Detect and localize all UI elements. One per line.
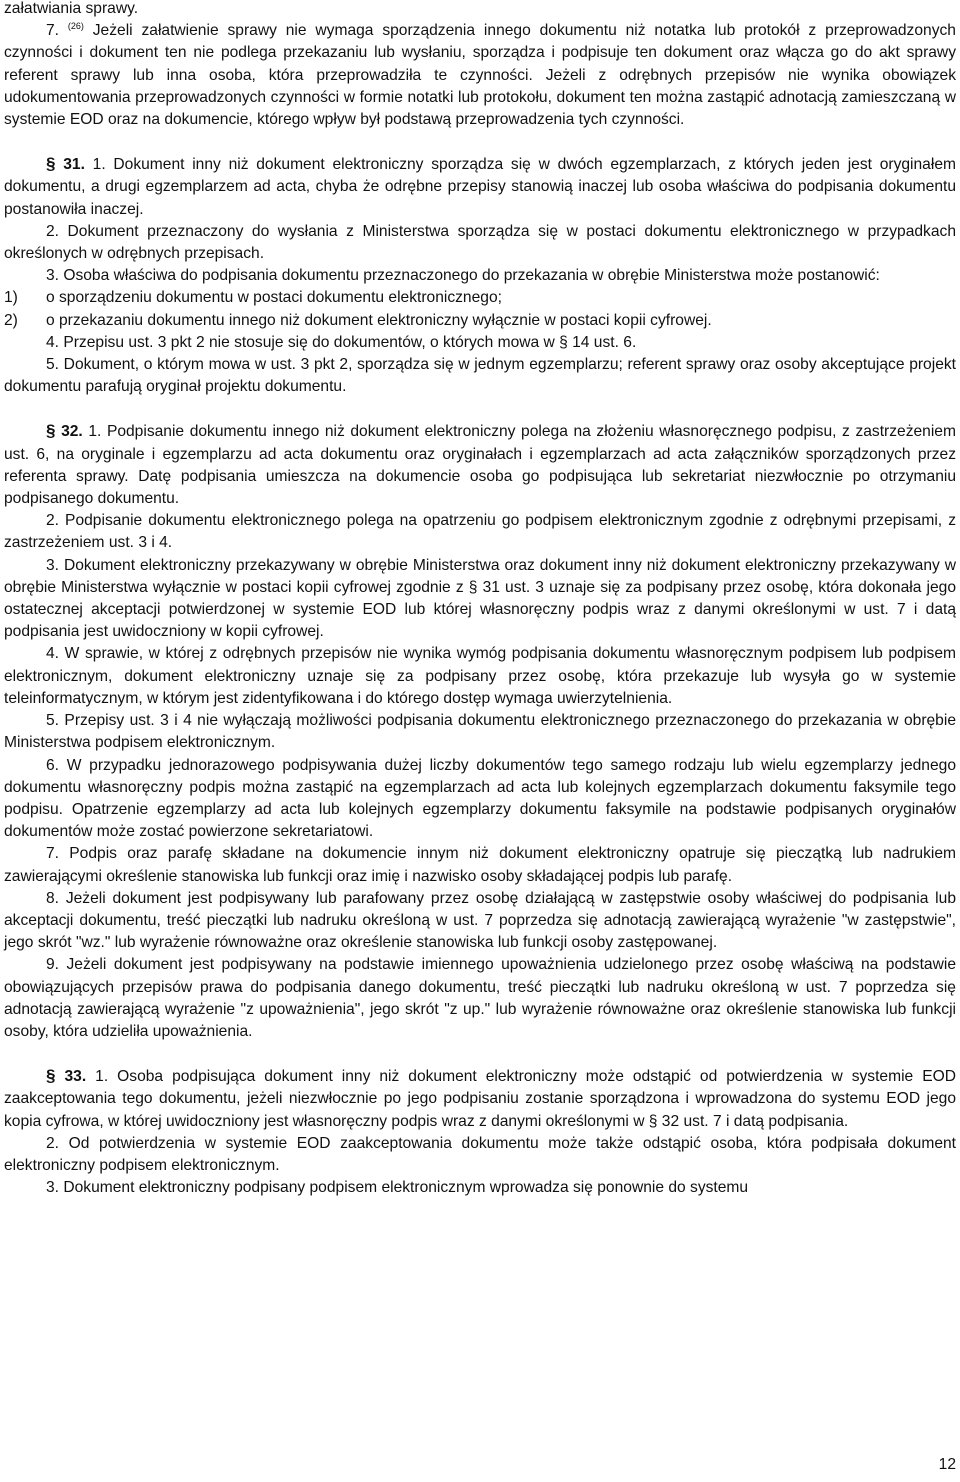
section-32-number: 32. xyxy=(61,423,83,441)
page-number: 12 xyxy=(938,1456,956,1473)
list-item-number: 2) xyxy=(4,311,18,329)
s32-paragraph-9: 9. Jeżeli dokument jest podpisywany na podstawie imiennego upoważnienia udzielonego przez osobę właściwą na podstawie obowiązujących przepisów prawa do podpisania danego dokumentu, treść pieczątki lub nadruku określoną w ust. 7 poprzedza się adnotacją zawierającą wyrażenie "z upoważnienia", jego skrót "z up." lub wyrażenie równoważne oraz określenie stanowiska lub funkcji osoby, która udzieliła upoważnienia. xyxy=(4,956,956,1040)
s33-paragraph-3: 3. Dokument elektroniczny podpisany podpisem elektronicznym wprowadza się ponownie do systemu xyxy=(46,1179,749,1197)
s30-p7-number: 7. xyxy=(46,22,60,40)
section-33-number: 33. xyxy=(64,1068,87,1086)
s30-paragraph-7 xyxy=(4,20,956,131)
s31-paragraph-3: 3. Osoba właściwa do podpisania dokumentu przeznaczonego do przekazania w obrębie Ministerstwa może postanowić: xyxy=(46,267,880,285)
s32-paragraph-3: 3. Dokument elektroniczny przekazywany w obrębie Ministerstwa oraz dokument inny niż dokument elektroniczny przekazywany w obrębie Ministerstwa wyłącznie w postaci kopii cyfrowej zgodnie z § 31 ust. 3 uznaje się za podpisany przez osobę, która dokonała jego ostatecznej akceptacji potwierdzonej w systemie EOD lub której własnoręczny podpis wraz z danymi określonymi w ust. 7 i datą podpisania jest uwidoczniony w kopii cyfrowej. xyxy=(4,556,956,641)
list-item-text: o przekazaniu dokumentu innego niż dokument elektroniczny wyłącznie w postaci kopii cyfrowej. xyxy=(46,311,712,329)
section-31-paragraph-1 xyxy=(4,153,956,221)
s31-p1-text: 1. Dokument inny niż dokument elektroniczny sporządza się w dwóch egzemplarzach, z których jeden jest oryginałem dokumentu, a drugi egzemplarzem ad acta, chyba że odrębne przepisy stanowią inaczej lub osoba właściwa do podpisania dokumentu postanowiła inaczej. xyxy=(4,156,956,218)
s32-paragraph-5: 5. Przepisy ust. 3 i 4 nie wyłączają możliwości podpisania dokumentu elektronicznego przeznaczonego do przekazania w obrębie Ministerstwa podpisem elektronicznym. xyxy=(4,712,956,752)
section-33-paragraph-1 xyxy=(4,1065,956,1133)
s33-p1-text: 1. Osoba podpisująca dokument inny niż dokument elektroniczny może odstąpić od potwierdzenia w systemie EOD zaakceptowania tego dokumentu, jeżeli niezwłocznie po jego podpisaniu zostanie sporządzona i wprowadzona do systemu EOD jego kopia cyfrowa, w której uwidoczniony jest własnoręczny podpis wraz z danymi określonymi w § 32 ust. 7 i datą podpisania. xyxy=(4,1068,956,1130)
s32-p1-text: 1. Podpisanie dokumentu innego niż dokument elektroniczny polega na złożeniu własnoręcznego podpisu, z zastrzeżeniem ust. 6, na oryginale i egzemplarzu ad acta dokumentu oraz oryginałach i egzemplarzach ad acta załączników sporządzonych przez referenta sprawy. Datę podpisania umieszcza na dokumencie osoba go podpisująca lub sekretariat niezwłocznie po otrzymaniu podpisanego dokumentu. xyxy=(4,423,956,508)
list-item xyxy=(4,310,956,332)
section-sign: § xyxy=(46,1066,56,1086)
s31-paragraph-4: 4. Przepisu ust. 3 pkt 2 nie stosuje się do dokumentów, o których mowa w § 14 ust. 6. xyxy=(46,333,637,351)
list-item xyxy=(4,287,956,309)
section-31-number: 31. xyxy=(63,156,85,174)
s31-paragraph-2: 2. Dokument przeznaczony do wysłania z Ministerstwa sporządza się w postaci dokumentu elektronicznego w przypadkach określonych w odrębnych przepisach. xyxy=(4,222,956,263)
list-item-text: o sporządzeniu dokumentu w postaci dokumentu elektronicznego; xyxy=(46,289,502,307)
s32-paragraph-4: 4. W sprawie, w której z odrębnych przepisów nie wynika wymóg podpisania dokumentu własnoręcznym podpisem lub podpisem elektronicznym, dokument elektroniczny uznaje się za podpisany przez osobę, która przekazuje lub wysyła go w systemie teleinformatycznym, w którym jest zidentyfikowana i do którego dostęp wymaga uwierzytelnienia. xyxy=(4,645,956,707)
s32-paragraph-6: 6. W przypadku jednorazowego podpisywania dużej liczby dokumentów tego samego rodzaju lub wielu egzemplarzy jednego dokumentu własnoręczny podpis można zastąpić na egzemplarzach ad acta lub kolejnych egzemplarzach dokumentu faksymile tego podpisu. Opatrzenie egzemplarzy ad acta lub kolejnych egzemplarzy dokumentu faksymile na podstawie podpisanych oryginałów dokumentów może zostać powierzone sekretariatowi. xyxy=(4,756,956,841)
s30-p7-text: Jeżeli załatwienie sprawy nie wymaga sporządzenia innego dokumentu niż notatka lub protokół z przeprowadzonych czynności i dokument ten nie podlega przekazaniu lub wysłaniu, sporządza i podpisuje ten dokument oraz włącza go do akt sprawy referent sprawy lub inna osoba, która przeprowadziła te czynności. Jeżeli z odrębnych przepisów nie wynika obowiązek udokumentowania przeprowadzonych czynności w formie notatki lub protokołu, dokument ten można zastąpić adnotacją zamieszczaną w systemie EOD oraz na dokumencie, którego wpływ był podstawą przeprowadzenia tych czynności. xyxy=(4,22,956,129)
document-page xyxy=(4,0,956,1199)
s32-paragraph-2: 2. Podpisanie dokumentu elektronicznego polega na opatrzeniu go podpisem elektronicznym zgodnie z odrębnymi przepisami, z zastrzeżeniem ust. 3 i 4. xyxy=(4,512,956,552)
s32-paragraph-8: 8. Jeżeli dokument jest podpisywany lub parafowany przez osobę działającą w zastępstwie osoby właściwej do podpisania lub akceptacji dokumentu, treść pieczątki lub nadruku określoną w ust. 7 poprzedza się adnotacją zawierającą wyrażenie "w zastępstwie", jego skrót "wz." lub wyrażenie równoważne oraz określenie stanowiska lub funkcji osoby zastępowanej. xyxy=(4,889,956,952)
s32-paragraph-7: 7. Podpis oraz parafę składane na dokumencie innym niż dokument elektroniczny opatruje się pieczątką lub nadrukiem zawierającymi określenie stanowiska lub funkcji oraz imię i nazwisko osoby składającej podpis lub parafę. xyxy=(4,845,956,885)
section-32-paragraph-1 xyxy=(4,420,956,510)
section-sign: § xyxy=(46,421,56,441)
s33-paragraph-2: 2. Od potwierdzenia w systemie EOD zaakceptowania dokumentu może także odstąpić osoba, która podpisała dokument elektroniczny podpisem elektronicznym. xyxy=(4,1134,956,1174)
fragment-top: załatwiania sprawy. xyxy=(4,0,139,17)
section-sign: § xyxy=(46,154,56,174)
footnote-ref: (26) xyxy=(67,21,84,32)
s31-paragraph-5: 5. Dokument, o którym mowa w ust. 3 pkt 2, sporządza się w jednym egzemplarzu; referent sprawy oraz osoby akceptujące projekt dokumentu parafują oryginał projektu dokumentu. xyxy=(4,356,956,396)
list-item-number: 1) xyxy=(4,289,18,307)
